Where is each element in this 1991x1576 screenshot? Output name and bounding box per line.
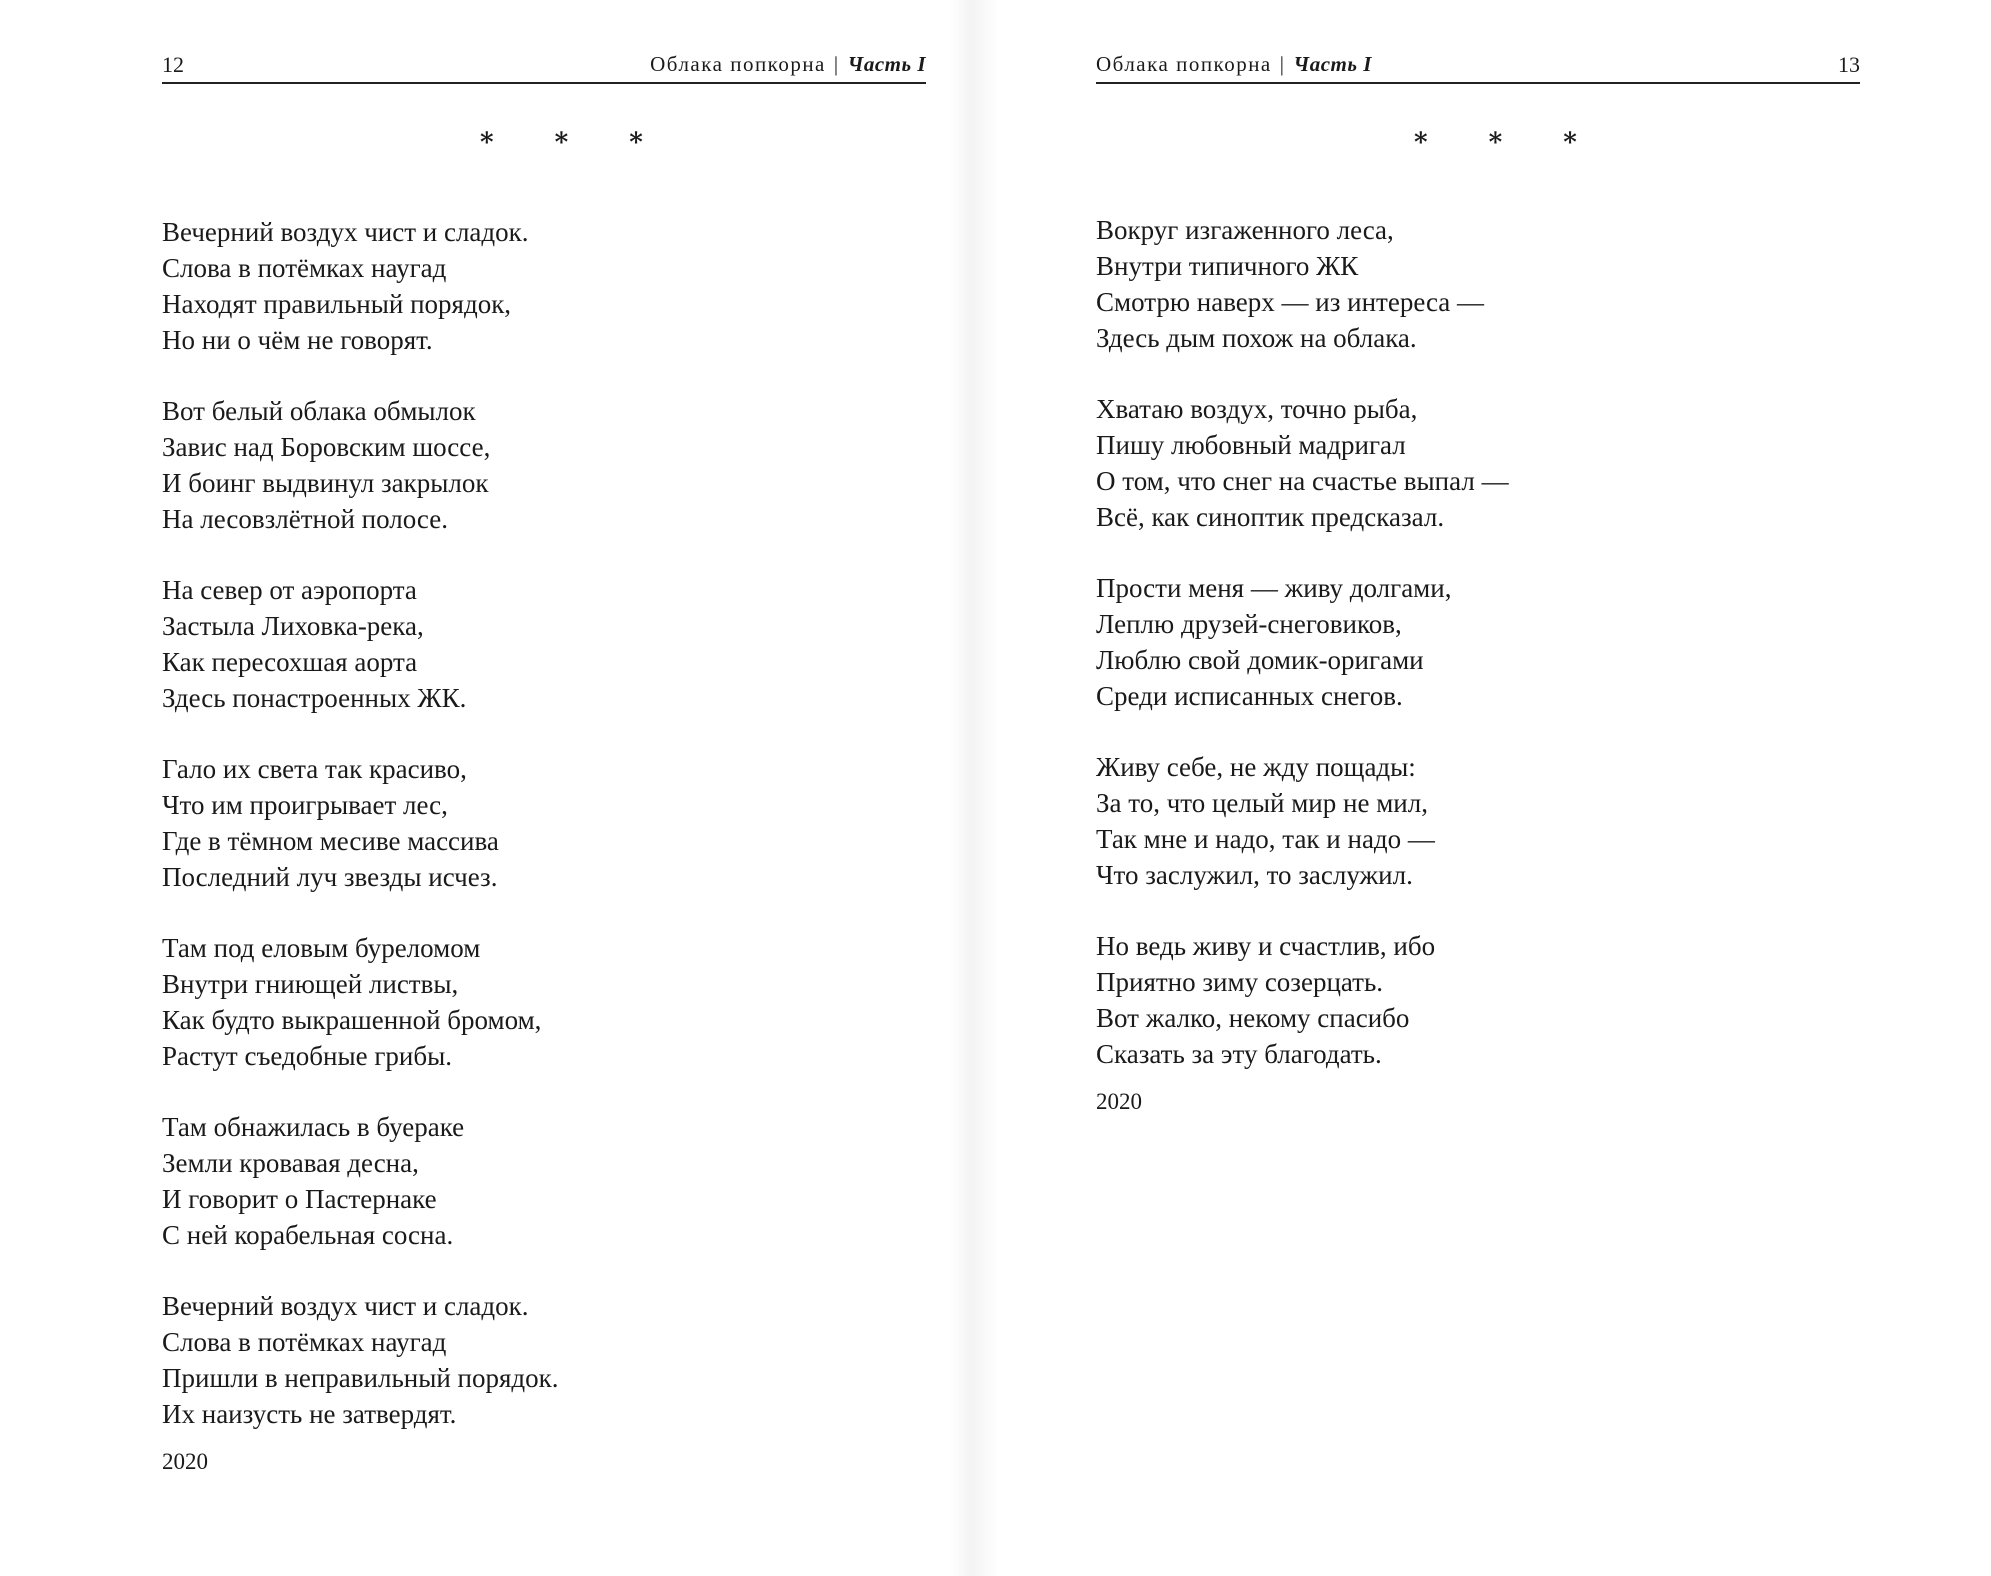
poem-line: Там под еловым буреломом: [162, 933, 481, 963]
stanza: [162, 1288, 559, 1432]
poem-line: Но ни о чём не говорят.: [162, 325, 433, 355]
poem-line: Растут съедобные грибы.: [162, 1041, 452, 1071]
poem-line: Последний луч звезды исчез.: [162, 862, 498, 892]
stanza: [1096, 570, 1509, 714]
poem-line: Как пересохшая аорта: [162, 647, 418, 677]
poem-line: Среди исписанных снегов.: [1096, 681, 1403, 711]
right-running-part: Часть I: [1293, 52, 1372, 76]
right-running-separator: |: [1279, 52, 1286, 76]
left-ornament: * * *: [480, 128, 669, 158]
poem-line: Земли кровавая десна,: [162, 1148, 419, 1178]
stanza: [162, 214, 559, 358]
right-page-number: 13: [1838, 52, 1860, 77]
right-page-header: [1096, 48, 1860, 84]
poem-line: Застыла Лиховка-река,: [162, 611, 424, 641]
right-ornament: * * *: [1414, 128, 1603, 158]
poem-line: Вот белый облака обмылок: [162, 396, 476, 426]
poem-line: На север от аэропорта: [162, 575, 417, 605]
poem-line: Находят правильный порядок,: [162, 289, 512, 319]
poem-line: Их наизусть не затвердят.: [162, 1399, 457, 1429]
stanza: [162, 572, 559, 716]
poem-line: За то, что целый мир не мил,: [1096, 788, 1428, 818]
poem-line: Всё, как синоптик предсказал.: [1096, 502, 1445, 532]
poem-line: Смотрю наверх — из интереса —: [1096, 287, 1485, 317]
right-running-title: Облака попкорна: [1096, 52, 1272, 76]
poem-line: И боинг выдвинул закрылок: [162, 468, 489, 498]
left-running-part: Часть I: [847, 52, 926, 76]
poem-line: Здесь дым похож на облака.: [1096, 323, 1417, 353]
poem-line: Вечерний воздух чист и сладок.: [162, 1291, 529, 1321]
right-poem-year: 2020: [1096, 1089, 1142, 1114]
stanza: [162, 751, 559, 895]
stanza: [1096, 928, 1509, 1072]
stanza: [1096, 212, 1509, 356]
stanza: [1096, 391, 1509, 535]
poem-line: Пишу любовный мадригал: [1096, 430, 1406, 460]
book-gutter: [950, 0, 1000, 1576]
stanza: [162, 393, 559, 537]
poem-line: Люблю свой домик-оригами: [1096, 645, 1424, 675]
stanza: [162, 930, 559, 1074]
left-running-head: [650, 52, 926, 77]
poem-line: Но ведь живу и счастлив, ибо: [1096, 931, 1436, 961]
poem-line: Так мне и надо, так и надо —: [1096, 824, 1435, 854]
poem-line: Прости меня — живу долгами,: [1096, 573, 1452, 603]
poem-line: С ней корабельная сосна.: [162, 1220, 454, 1250]
poem-line: Вокруг изгаженного леса,: [1096, 215, 1394, 245]
right-page: [1000, 0, 1991, 1576]
poem-line: И говорит о Пастернаке: [162, 1184, 437, 1214]
left-page-header: [162, 48, 926, 84]
poem-line: Что им проигрывает лес,: [162, 790, 448, 820]
poem-line: Вот жалко, некому спасибо: [1096, 1003, 1410, 1033]
poem-line: Внутри типичного ЖК: [1096, 251, 1359, 281]
left-page-number: 12: [162, 52, 184, 77]
poem-line: Завис над Боровским шоссе,: [162, 432, 491, 462]
poem-line: Где в тёмном месиве массива: [162, 826, 499, 856]
poem-line: На лесовзлётной полосе.: [162, 504, 448, 534]
left-page: [0, 0, 950, 1576]
right-poem: [1096, 212, 1509, 1117]
poem-line: Вечерний воздух чист и сладок.: [162, 217, 529, 247]
poem-line: Здесь понастроенных ЖК.: [162, 683, 467, 713]
poem-line: Как будто выкрашенной бромом,: [162, 1005, 542, 1035]
poem-line: Слова в потёмках наугад: [162, 1327, 447, 1357]
left-running-title: Облака попкорна: [650, 52, 826, 76]
poem-line: Леплю друзей-снеговиков,: [1096, 609, 1402, 639]
poem-line: Приятно зиму созерцать.: [1096, 967, 1384, 997]
poem-line: Пришли в неправильный порядок.: [162, 1363, 559, 1393]
left-poem: [162, 214, 559, 1477]
right-running-head: [1096, 52, 1372, 77]
poem-line: Хватаю воздух, точно рыба,: [1096, 394, 1418, 424]
stanza: [1096, 749, 1509, 893]
left-running-separator: |: [833, 52, 840, 76]
stanza: [162, 1109, 559, 1253]
poem-line: Там обнажилась в буераке: [162, 1112, 465, 1142]
poem-line: Внутри гниющей листвы,: [162, 969, 459, 999]
poem-line: О том, что снег на счастье выпал —: [1096, 466, 1509, 496]
poem-line: Что заслужил, то заслужил.: [1096, 860, 1413, 890]
poem-line: Живу себе, не жду пощады:: [1096, 752, 1416, 782]
poem-line: Слова в потёмках наугад: [162, 253, 447, 283]
poem-line: Гало их света так красиво,: [162, 754, 467, 784]
poem-line: Сказать за эту благодать.: [1096, 1039, 1382, 1069]
left-poem-year: 2020: [162, 1449, 208, 1474]
